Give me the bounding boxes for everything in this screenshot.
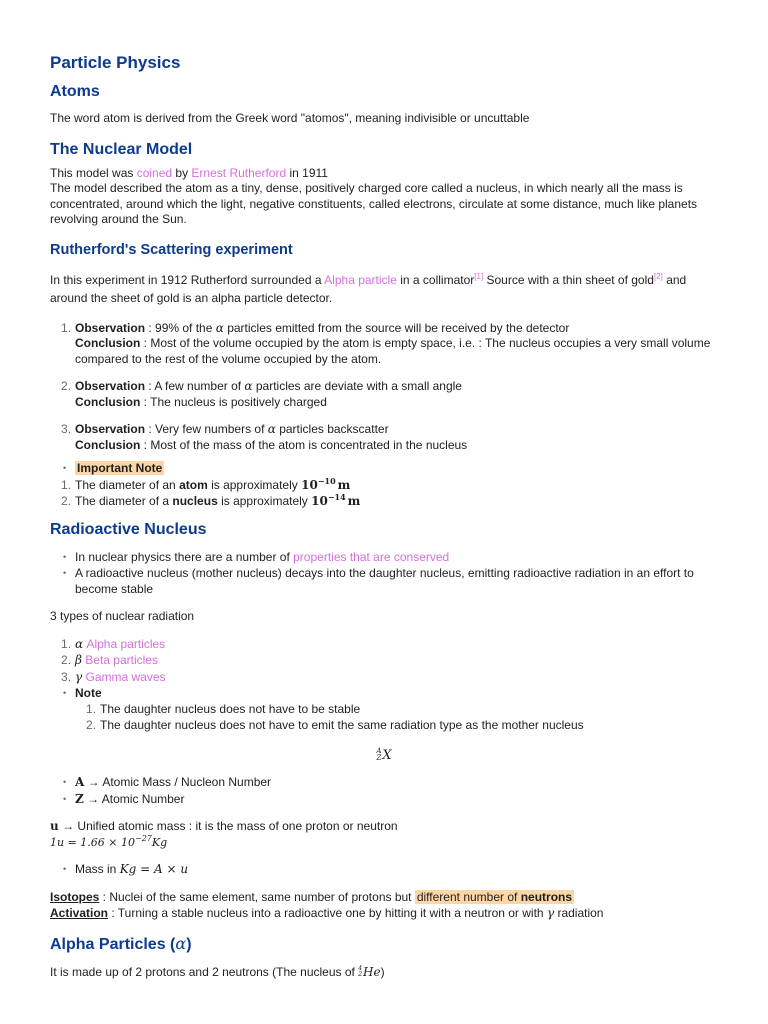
scattering-paragraph: In this experiment in 1912 Rutherford surrounded a Alpha particle in a collimator[1] Source with a thin sheet of gold[2] and around the sheet of gold is an alpha particle detector.: [50, 271, 687, 305]
list-item: • In nuclear physics there are a number of properties that are conserved: [75, 550, 718, 566]
radiation-types-intro: 3 types of nuclear radiation: [50, 609, 195, 623]
link-coined[interactable]: coined: [136, 165, 173, 180]
nuclear-model-description: The model described the atom as a tiny, dense, positively charged core called a nucleus, in which nearly all the mass is concentrated, around which the light, negative constituents, called electrons, circulate at some distance, much like planets revolving around the Sun.: [50, 181, 698, 226]
list-item: • Note The daughter nucleus does not have to be stable The daughter nucleus does not have to emit the same radiation type as the mother nucleus: [75, 686, 718, 734]
radiation-types-list: [50, 637, 718, 686]
activation-definition: Activation : Turning a stable nucleus into a radioactive one by hitting it with a neutron or with γ radiation: [50, 906, 604, 920]
diameters-list: [50, 475, 718, 510]
link-beta-particles[interactable]: Beta particles: [85, 653, 158, 667]
important-note-list: [50, 461, 718, 477]
list-item: α Alpha particles: [75, 636, 166, 651]
link-alpha-particles[interactable]: Alpha particles: [86, 636, 166, 651]
heading-radioactive-nucleus: Radioactive Nucleus: [50, 520, 207, 538]
highlight-neutrons: different number of neutrons: [416, 889, 573, 904]
mass-list: [50, 862, 718, 878]
heading-atoms: Atoms: [50, 83, 100, 100]
unified-atomic-mass: u → Unified atomic mass : it is the mass of one proton or neutron: [50, 819, 398, 833]
atoms-text: The word atom is derived from the Greek word "atomos", meaning indivisible or uncuttable: [50, 111, 530, 125]
list-item: [75, 461, 718, 477]
list-item: The diameter of a nucleus is approximately $10^{-14}$ m: [75, 492, 361, 508]
list-item: γ Gamma waves: [75, 669, 166, 684]
list-item: Observation : 99% of the α particles emitted from the source will be received by the detector Conclusion : Most of the volume occupied by the atom is empty space, i.e. : The nucleus occupies a very small volume compared to the rest of the volume occupied by the atom.: [75, 320, 711, 366]
heading-nuclear-model: The Nuclear Model: [50, 140, 193, 158]
list-item: The daughter nucleus does not have to be stable: [100, 701, 361, 716]
isotopes-definition: Isotopes : Nuclei of the same element, same number of protons but different number of neutrons: [50, 889, 573, 904]
unified-atomic-mass-equation: $1u = 1.66 \times 10^{-27}Kg$: [50, 833, 168, 849]
heading-scattering-experiment: Rutherford's Scattering experiment: [50, 241, 293, 258]
list-item: • A radioactive nucleus (mother nucleus) decays into the daughter nucleus, emitting radioactive radiation in an effort to become stable: [75, 566, 718, 597]
list-item: β Beta particles: [75, 653, 158, 667]
heading-alpha-particles: Alpha Particles (α): [50, 933, 192, 953]
list-item: The daughter nucleus does not have to emit the same radiation type as the mother nucleus: [100, 718, 584, 732]
notation-definitions: [50, 775, 718, 807]
important-note-badge: Important Note: [77, 461, 163, 475]
radioactive-bullets: [50, 550, 718, 598]
list-item: The diameter of an atom is approximately $10^{-10}$ m: [75, 475, 351, 492]
list-item: • Mass in Kg = A × u: [75, 862, 718, 878]
page-title: Particle Physics: [50, 53, 181, 72]
reference-1[interactable]: [1]: [474, 271, 484, 281]
nuclear-model-line1: This model was coined by Ernest Rutherford in 1911: [50, 165, 328, 180]
link-properties-conserved[interactable]: properties that are conserved: [293, 549, 450, 564]
link-alpha-particle[interactable]: Alpha particle: [324, 272, 397, 287]
list-item: Observation : A few number of α particles are deviate with a small angle Conclusion : The nucleus is positively charged: [75, 379, 462, 409]
list-item: Observation : Very few numbers of α particles backscatter Conclusion : Most of the mass of the atom is concentrated in the nucleus: [75, 422, 468, 452]
list-item: • Z → Atomic Number: [75, 792, 718, 808]
alpha-particles-text: It is made up of 2 protons and 2 neutrons (The nucleus of 4 2He): [50, 964, 385, 979]
note-list: [50, 686, 718, 734]
nuclide-notation: A ZX: [376, 747, 392, 763]
reference-2[interactable]: [2]: [653, 271, 663, 281]
list-item: • A → Atomic Mass / Nucleon Number: [75, 775, 718, 791]
link-gamma-waves[interactable]: Gamma waves: [85, 669, 166, 684]
observations-list: [50, 321, 718, 454]
link-ernest-rutherford[interactable]: Ernest Rutherford: [191, 165, 287, 180]
notes-sublist: [75, 702, 718, 734]
